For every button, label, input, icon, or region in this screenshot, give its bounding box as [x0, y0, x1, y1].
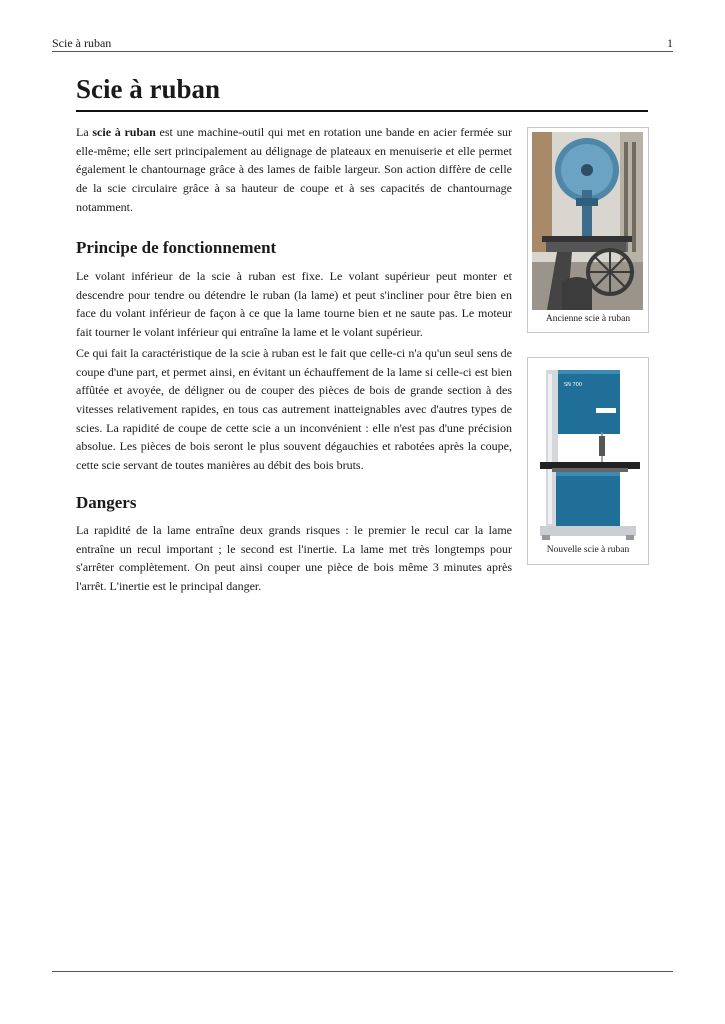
intro-prefix: La: [76, 125, 93, 139]
section-principe-body: [76, 267, 512, 475]
article-title: Scie à ruban: [76, 72, 648, 112]
page-number: 1: [667, 36, 673, 50]
section-heading-dangers: Dangers: [76, 493, 137, 512]
intro-paragraph: [76, 123, 512, 217]
paragraph: Ce qui fait la caractéristique de la scie à ruban est le fait que celle-ci n'a qu'un seul sens de coupe d'une part, et permet ainsi, en évitant un échauffement de la lame si celle-ci est bien affûtée et avoyée, de déligner ou de couper des pièces de bois de grande section à des vitesses relativement rapides, en tous cas autrement inatteignables avec d'autres types de scies. La rapidité de coupe de cette scie a un inconvénient : elle n'est pas d'une précision absolue. Les pièces de bois seront le plus souvent dégauchies et rabotées après la coupe, cette scie servant de toutes manières au débit des bois bruts.: [76, 345, 512, 473]
old-bandsaw-photo-icon: [532, 132, 643, 310]
section-heading-principe: Principe de fonctionnement: [76, 238, 277, 257]
section-dangers-body: [76, 521, 512, 596]
running-header-title: Scie à ruban: [52, 36, 112, 50]
footer-rule: [52, 971, 673, 972]
figure-caption: Nouvelle scie à ruban: [546, 545, 630, 555]
paragraph: La rapidité de la lame entraîne deux grands risques : le premier le recul car la lame entraîne un recul important ; le second est l'inertie. La lame met très longtemps pour s'arrêter complètement. On peut ainsi couper une pièce de bois même 3 minutes après l'arrêt. L'inertie est le principal danger.: [76, 523, 512, 594]
figure-caption: Ancienne scie à ruban: [545, 314, 631, 324]
figure-old-bandsaw: [527, 127, 649, 333]
machine-label: SN 700: [564, 382, 583, 388]
intro-term: scie à ruban: [92, 125, 156, 139]
paragraph: Le volant inférieur de la scie à ruban est fixe. Le volant supérieur peut monter et descendre pour tendre ou détendre le ruban (la lame) et peut s'incliner pour être bien en face du volant inférieur de façon à ce que la lame tourne bien et ne saute pas. Le moteur fait tourner le volant inférieur qui entraîne la lame et le volant supérieur.: [76, 269, 512, 340]
new-bandsaw-photo-icon: [532, 362, 643, 540]
running-header: [52, 34, 673, 52]
intro-text: est une machine-outil qui met en rotation une bande en acier fermée sur elle-même; elle sert principalement au délignage de plateaux en menuiserie et elle permet également le chantournage grâce à des lames de faible largeur. Son action diffère de celle de la scie circulaire grâce à sa hauteur de coupe et à ses capacités de chantournage notamment.: [76, 125, 512, 214]
figure-new-bandsaw: [527, 357, 649, 565]
